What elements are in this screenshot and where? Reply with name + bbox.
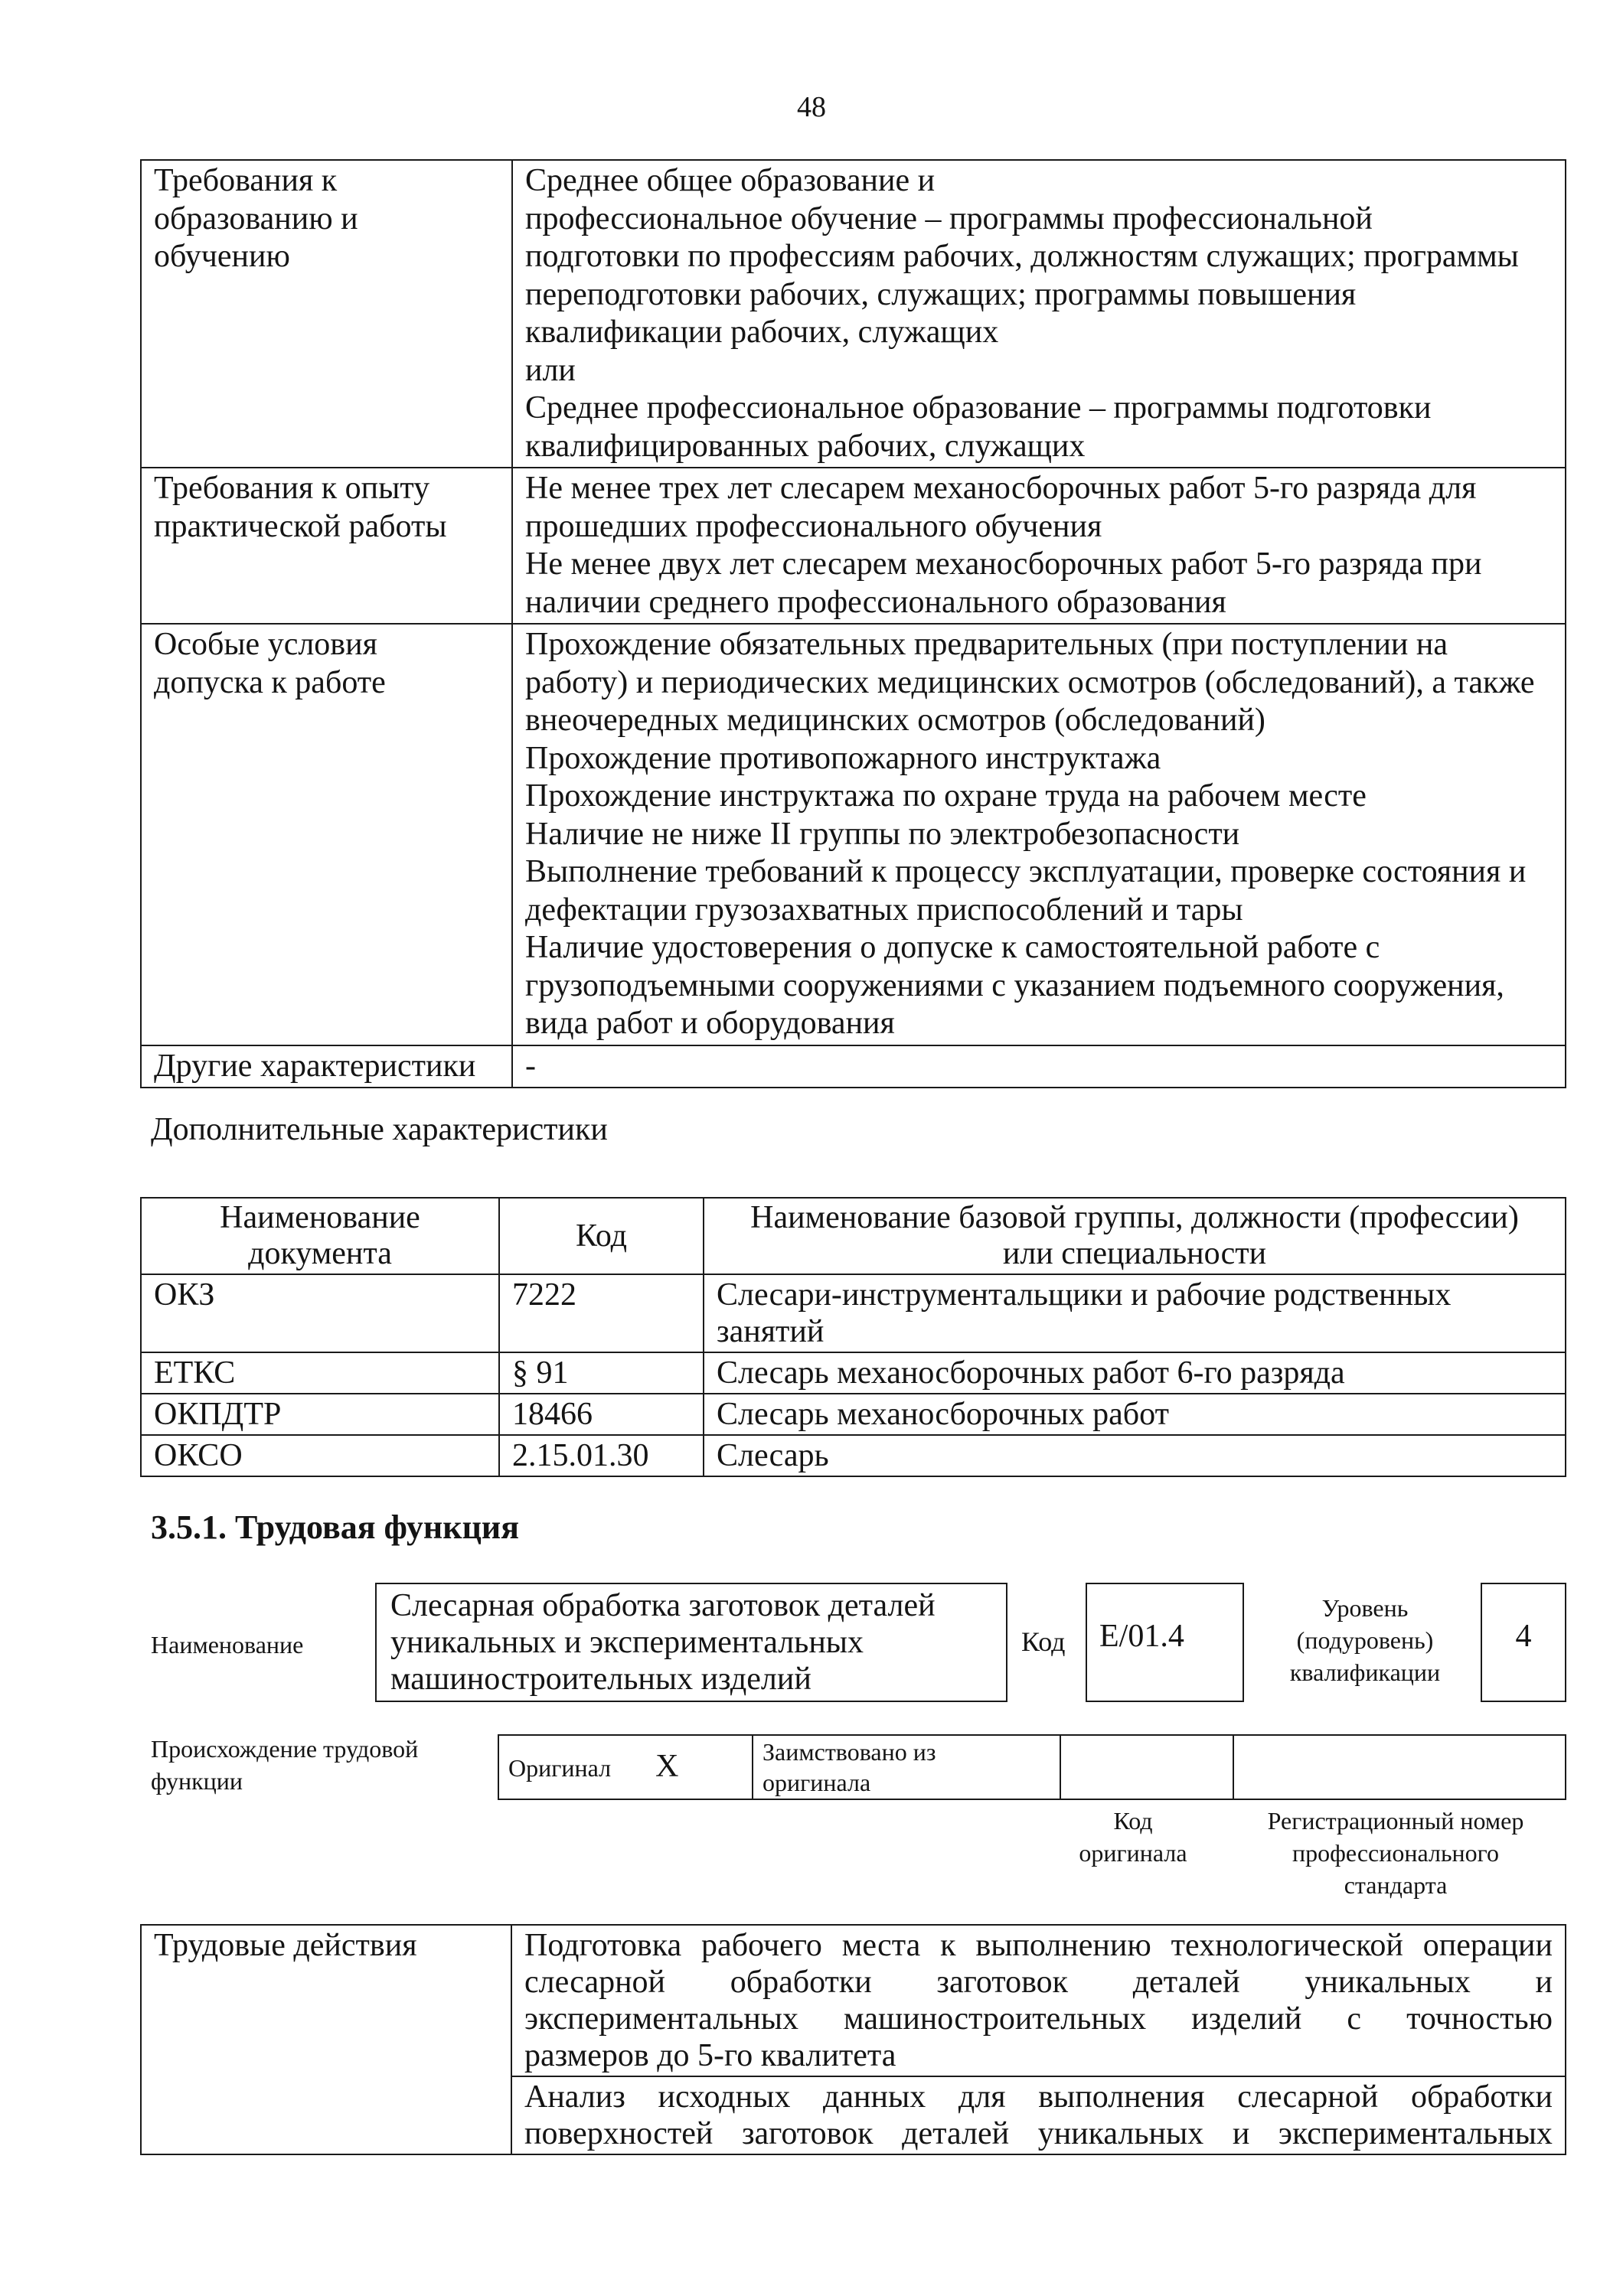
origin-label-line: Происхождение трудовой [151, 1735, 419, 1763]
requirement-value-cell [512, 468, 1566, 624]
additional-row [141, 1352, 1566, 1394]
requirement-value-line: наличии среднего профессионального образования [525, 584, 1226, 620]
header-line: документа [248, 1236, 392, 1271]
labor-action-line: размеров до 5-го квалитета [524, 2038, 896, 2073]
caption-line: оригинала [1079, 1839, 1187, 1867]
additional-characteristics-title: Дополнительные характеристики [151, 1112, 608, 1147]
requirement-value-line: работу) и периодических медицинских осмотров (обследований), а также [525, 664, 1535, 700]
requirement-label-line: Требования к опыту [154, 471, 430, 506]
occupation-name-line: Слесарь [717, 1438, 829, 1473]
original-code-caption [1056, 1805, 1210, 1869]
borrowed-label-line: оригинала [763, 1769, 871, 1796]
document-cell: ОКЗ [141, 1274, 499, 1352]
requirement-row [141, 1045, 1566, 1088]
occupation-name-cell [704, 1394, 1566, 1435]
requirement-row [141, 624, 1566, 1045]
word: исходных [658, 2079, 791, 2115]
occupation-name-cell [704, 1435, 1566, 1476]
word: операции [1422, 1928, 1553, 1963]
labor-action-label-cell [141, 1925, 511, 2154]
requirements-table [140, 159, 1566, 1088]
requirement-value-line: грузоподъемными сооружениями с указанием подъемного сооружения, [525, 967, 1504, 1003]
requirement-row [141, 468, 1566, 624]
header-line: Наименование базовой группы, должности (профессии) [750, 1200, 1519, 1235]
requirement-value-line: Наличие не ниже II группы по электробезопасности [525, 816, 1240, 852]
original-code-cell [1060, 1735, 1233, 1799]
registration-number-cell [1233, 1735, 1566, 1799]
requirement-label-line: практической работы [154, 508, 447, 544]
additional-row [141, 1274, 1566, 1352]
requirement-label-line: Особые условия [154, 627, 377, 662]
occupation-name-line: Слесари-инструментальщики и рабочие родственных [717, 1277, 1452, 1313]
requirement-value-line: квалификации рабочих, служащих [525, 315, 999, 350]
requirement-value-line: внеочередных медицинских осмотров (обследований) [525, 703, 1265, 738]
code-cell: § 91 [499, 1352, 704, 1394]
requirement-value-line: Среднее общее образование и [525, 163, 936, 198]
additional-row [141, 1435, 1566, 1476]
code-cell: 18466 [499, 1394, 704, 1435]
additional-header-cell [499, 1198, 704, 1274]
requirement-value-line: Прохождение противопожарного инструктажа [525, 740, 1161, 776]
additional-row [141, 1394, 1566, 1435]
word: для [958, 2079, 1006, 2115]
requirement-label-cell [141, 160, 512, 468]
labor-action-row [141, 1925, 1566, 2076]
function-name-line: уникальных и экспериментальных [390, 1625, 864, 1660]
word: выполнения [1038, 2079, 1205, 2115]
word: Анализ [524, 2079, 625, 2115]
requirement-label-line: допуска к работе [154, 664, 386, 700]
header-line: или специальности [1002, 1236, 1267, 1271]
requirement-label-line: образованию и [154, 201, 358, 236]
occupation-name-cell [704, 1274, 1566, 1352]
occupation-name-cell [704, 1352, 1566, 1394]
caption-line: Регистрационный номер [1267, 1807, 1524, 1835]
requirement-value-line: подготовки по профессиям рабочих, должностям служащих; программы [525, 239, 1519, 274]
requirement-value-line: или [525, 352, 576, 388]
word: обработки [1410, 2079, 1553, 2115]
labor-action-line [524, 1964, 1553, 2001]
origin-label-line: функции [151, 1767, 243, 1795]
labor-action-cell [511, 1925, 1566, 2076]
requirement-value-cell [512, 160, 1566, 468]
additional-header-row [141, 1198, 1566, 1274]
word: заготовок [741, 2116, 874, 2151]
word: выполнению [975, 1928, 1151, 1963]
requirement-value-line: квалифицированных рабочих, служащих [525, 428, 1086, 464]
requirement-value-line: Прохождение обязательных предварительных (при поступлении на [525, 627, 1448, 662]
word: рабочего [701, 1928, 822, 1963]
function-origin-table [498, 1734, 1566, 1800]
original-label: Оригинал [508, 1754, 612, 1782]
requirement-value-line: Не менее двух лет слесарем механосборочных работ 5-го разряда при [525, 546, 1482, 582]
function-name-box [375, 1583, 1007, 1702]
original-cell [498, 1735, 753, 1799]
header-line: Наименование [220, 1200, 420, 1235]
labor-actions-table [140, 1924, 1566, 2155]
level-label-line: квалификации [1289, 1658, 1441, 1686]
word: поверхностей [524, 2116, 714, 2151]
function-name-label: Наименование [151, 1631, 304, 1658]
function-name-line: машиностроительных изделий [390, 1662, 812, 1697]
word: места [841, 1928, 921, 1963]
labor-action-line [524, 2115, 1553, 2152]
function-origin-label [151, 1733, 472, 1797]
requirement-value-line: Среднее профессиональное образование – программы подготовки [525, 390, 1432, 426]
header-line: Код [575, 1218, 628, 1254]
qualification-level-box: 4 [1481, 1583, 1566, 1702]
requirement-value-line: дефектации грузозахватных приспособлений и тары [525, 892, 1243, 928]
function-code-label: Код [1021, 1626, 1066, 1657]
requirement-value-line: Не менее трех лет слесарем механосборочных работ 5-го разряда для [525, 471, 1477, 506]
requirement-label-line: Требования к [154, 163, 338, 198]
word: с [1347, 2001, 1362, 2037]
word: обработки [730, 1965, 872, 2000]
word: Подготовка [524, 1928, 682, 1963]
labor-action-cell [511, 2076, 1566, 2154]
word: деталей [902, 2116, 1010, 2151]
labor-actions-label: Трудовые действия [154, 1928, 417, 1963]
word: уникальных [1305, 1965, 1471, 2000]
requirement-value-line: Наличие удостоверения о допуске к самостоятельной работе с [525, 930, 1380, 965]
document-cell: ОКСО [141, 1435, 499, 1476]
caption-line: профессионального [1292, 1839, 1499, 1867]
function-name-line: Слесарная обработка заготовок деталей [390, 1588, 936, 1623]
requirement-label-cell [141, 624, 512, 1045]
document-cell: ЕТКС [141, 1352, 499, 1394]
caption-line: Код [1113, 1807, 1153, 1835]
additional-header-cell [704, 1198, 1566, 1274]
requirement-label-line: обучению [154, 239, 290, 274]
level-label-line: (подуровень) [1296, 1626, 1434, 1654]
original-mark: X [655, 1749, 679, 1784]
word: и [1232, 2116, 1250, 2151]
document-cell: ОКПДТР [141, 1394, 499, 1435]
word: технологической [1171, 1928, 1403, 1963]
word: точностью [1406, 2001, 1553, 2037]
qualification-level-label [1258, 1592, 1472, 1688]
code-cell: 2.15.01.30 [499, 1435, 704, 1476]
labor-function-title: 3.5.1. Трудовая функция [151, 1508, 520, 1546]
additional-characteristics-table [140, 1197, 1566, 1477]
word: уникальных [1037, 2116, 1204, 2151]
occupation-name-line: Слесарь механосборочных работ 6-го разряда [717, 1355, 1345, 1391]
word: экспериментальных [524, 2001, 799, 2037]
occupation-name-line: Слесарь механосборочных работ [717, 1397, 1169, 1432]
word: слесарной [1237, 2079, 1379, 2115]
requirement-value-line: переподготовки рабочих, служащих; программы повышения [525, 276, 1357, 312]
word: и [1535, 1965, 1553, 2000]
requirement-value-cell [512, 624, 1566, 1045]
requirement-value-line: Выполнение требований к процессу эксплуатации, проверке состояния и [525, 854, 1527, 889]
page-number: 48 [797, 91, 826, 123]
caption-line: стандарта [1344, 1871, 1448, 1899]
registration-number-caption [1225, 1805, 1566, 1901]
requirement-label-line: Другие характеристики [154, 1048, 476, 1084]
requirement-row [141, 160, 1566, 468]
requirement-value-line: Прохождение инструктажа по охране труда на рабочем месте [525, 778, 1367, 814]
requirement-value-cell [512, 1045, 1566, 1088]
word: машиностроительных [844, 2001, 1147, 2037]
requirement-value-line: прошедших профессионального обучения [525, 508, 1102, 544]
requirement-value-line: профессиональное обучение – программы профессиональной [525, 201, 1373, 236]
word: к [940, 1928, 956, 1963]
level-label-line: Уровень [1321, 1594, 1409, 1622]
additional-header-cell [141, 1198, 499, 1274]
requirement-label-cell [141, 468, 512, 624]
word: заготовок [936, 1965, 1069, 2000]
word: экспериментальных [1278, 2116, 1553, 2151]
labor-action-line [524, 2001, 1553, 2037]
borrowed-label-line: Заимствовано из [763, 1738, 936, 1766]
word: слесарной [524, 1965, 666, 2000]
word: деталей [1132, 1965, 1240, 2000]
requirement-value-line: - [525, 1048, 536, 1084]
requirement-label-cell [141, 1045, 512, 1088]
borrowed-cell [753, 1735, 1060, 1799]
word: изделий [1191, 2001, 1302, 2037]
code-cell: 7222 [499, 1274, 704, 1352]
function-code-box: E/01.4 [1086, 1583, 1244, 1702]
occupation-name-line: занятий [717, 1314, 825, 1349]
labor-action-line [524, 1927, 1553, 1964]
word: данных [823, 2079, 926, 2115]
requirement-value-line: вида работ и оборудования [525, 1006, 895, 1041]
labor-action-line [524, 2079, 1553, 2115]
